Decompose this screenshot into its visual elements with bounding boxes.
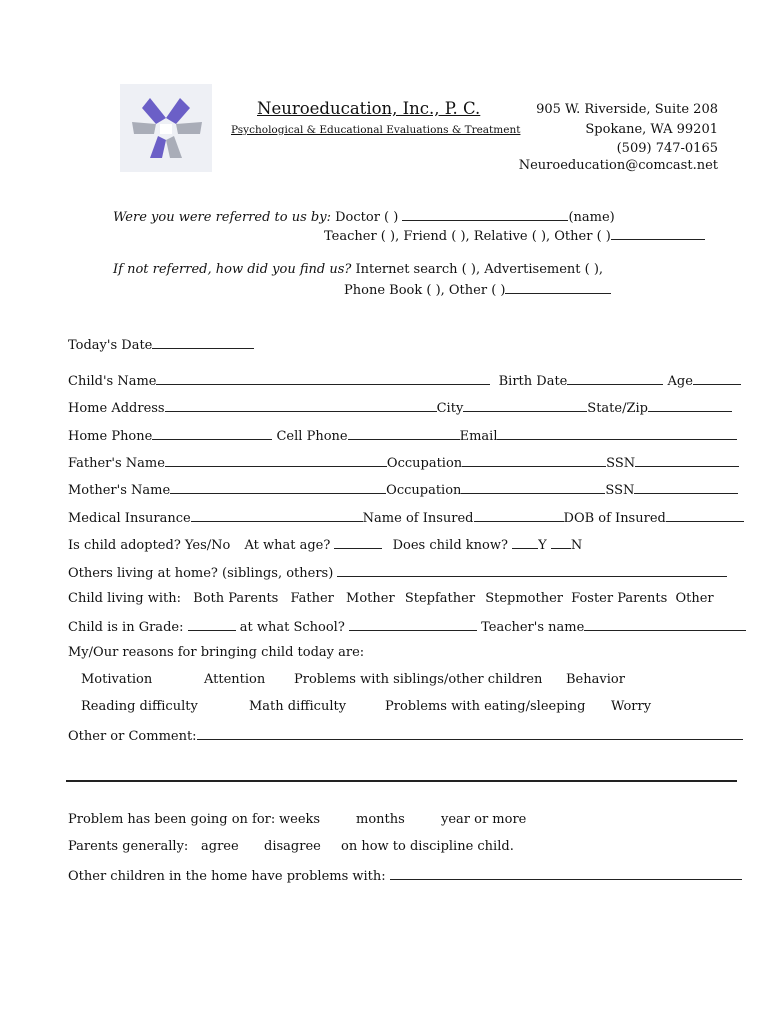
state-zip-line[interactable] xyxy=(648,399,732,412)
birth-date-label: Birth Date xyxy=(498,374,568,389)
other-comment-line[interactable] xyxy=(197,727,743,740)
state-zip-label: State/Zip xyxy=(587,401,648,416)
company-name: Neuroeducation, Inc., P. C. xyxy=(257,99,481,118)
fathers-name-line[interactable] xyxy=(165,454,387,467)
living-with-row xyxy=(68,591,714,606)
city-label: City xyxy=(436,401,464,416)
grade-row xyxy=(68,618,746,635)
mother-occupation-label: Occupation xyxy=(386,483,462,498)
parents-disagree[interactable]: disagree xyxy=(264,839,321,854)
home-address-line[interactable] xyxy=(165,399,437,412)
grade-label: Child is in Grade: xyxy=(68,620,184,635)
adopted-row xyxy=(68,536,582,553)
duration-months[interactable]: months xyxy=(356,812,405,827)
referral-other-line[interactable] xyxy=(611,227,705,240)
living-with-label: Child living with: xyxy=(68,591,181,606)
living-foster-parents[interactable]: Foster Parents xyxy=(571,591,668,606)
referral-label: Were you were referred to us by: xyxy=(113,210,331,225)
others-living-label: Others living at home? (siblings, others) xyxy=(68,566,334,581)
other-children-line[interactable] xyxy=(390,867,742,880)
todays-date-label: Today's Date xyxy=(68,338,153,353)
doctor-name-line[interactable] xyxy=(402,208,568,221)
father-row xyxy=(68,454,739,471)
reasons-heading: My/Our reasons for bringing child today are: xyxy=(68,645,365,660)
no-option[interactable]: N xyxy=(570,538,583,553)
yes-option[interactable]: Y xyxy=(538,538,547,553)
childs-name-line[interactable] xyxy=(156,372,490,385)
other-comment-row xyxy=(68,727,743,744)
todays-date-row xyxy=(68,336,254,353)
adopted-label[interactable]: Is child adopted? Yes/No xyxy=(68,538,231,553)
find-us-other-line[interactable] xyxy=(505,281,611,294)
company-logo xyxy=(120,84,212,172)
fathers-name-label: Father's Name xyxy=(68,456,165,471)
medical-insurance-line[interactable] xyxy=(191,509,363,522)
living-other[interactable]: Other xyxy=(675,591,714,606)
city-line[interactable] xyxy=(463,399,587,412)
teacher-label: Teacher's name xyxy=(481,620,585,635)
cell-phone-label: Cell Phone xyxy=(276,429,348,444)
find-us-options[interactable]: Internet search ( ), Advertisement ( ), xyxy=(355,262,604,277)
referral-doctor[interactable]: Doctor ( ) xyxy=(335,210,399,225)
home-phone-line[interactable] xyxy=(152,427,272,440)
birth-date-line[interactable] xyxy=(567,372,663,385)
school-label: at what School? xyxy=(239,620,345,635)
grade-line[interactable] xyxy=(188,618,236,631)
duration-weeks[interactable]: weeks xyxy=(279,812,321,827)
email-address: Neuroeducation@comcast.net xyxy=(518,158,718,173)
other-children-label: Other children in the home have problems with: xyxy=(68,869,386,884)
company-tagline: Psychological & Educational Evaluations & Treatment xyxy=(231,124,521,136)
referral-options-text[interactable]: Teacher ( ), Friend ( ), Relative ( ), Other ( ) xyxy=(324,229,611,244)
problem-duration-row xyxy=(68,812,275,827)
mother-row xyxy=(68,481,738,498)
reason-eating-sleeping[interactable]: Problems with eating/sleeping xyxy=(385,699,586,714)
todays-date-line[interactable] xyxy=(152,336,254,349)
living-mother[interactable]: Mother xyxy=(346,591,395,606)
insurance-row xyxy=(68,509,744,526)
phone-row xyxy=(68,427,737,444)
referral-question xyxy=(113,208,615,225)
phone-number: (509) 747-0165 xyxy=(616,141,718,156)
living-both-parents[interactable]: Both Parents xyxy=(193,591,279,606)
address-line-2: Spokane, WA 99201 xyxy=(585,122,718,137)
parents-agree[interactable]: agree xyxy=(201,839,239,854)
duration-year-or-more[interactable]: year or more xyxy=(441,812,527,827)
address-line-1: 905 W. Riverside, Suite 208 xyxy=(536,102,718,117)
reason-reading[interactable]: Reading difficulty xyxy=(81,699,198,714)
childs-name-row xyxy=(68,372,741,389)
referral-name-tail: (name) xyxy=(568,210,615,225)
parents-row xyxy=(68,839,188,854)
medical-insurance-label: Medical Insurance xyxy=(68,511,191,526)
living-stepfather[interactable]: Stepfather xyxy=(404,591,476,606)
father-ssn-line[interactable] xyxy=(635,454,739,467)
parents-discipline-text: on how to discipline child. xyxy=(341,839,514,854)
email-line[interactable] xyxy=(497,427,737,440)
find-us-question xyxy=(113,262,603,277)
name-of-insured-label: Name of Insured xyxy=(362,511,474,526)
what-age-line[interactable] xyxy=(334,536,382,549)
problem-duration-label: Problem has been going on for: xyxy=(68,812,276,827)
what-age-label: At what age? xyxy=(244,538,331,553)
other-children-row xyxy=(68,867,742,884)
find-us-label: If not referred, how did you find us? xyxy=(113,262,352,277)
reason-math[interactable]: Math difficulty xyxy=(249,699,347,714)
parents-label: Parents generally: xyxy=(68,839,189,854)
teacher-line[interactable] xyxy=(584,618,746,631)
school-line[interactable] xyxy=(349,618,477,631)
living-stepmother[interactable]: Stepmother xyxy=(485,591,563,606)
star-logo-icon xyxy=(120,84,212,172)
father-occupation-label: Occupation xyxy=(386,456,463,471)
home-phone-label: Home Phone xyxy=(68,429,153,444)
reason-siblings[interactable]: Problems with siblings/other children xyxy=(294,672,543,687)
reason-behavior[interactable]: Behavior xyxy=(566,672,625,687)
yes-line[interactable] xyxy=(512,536,538,549)
others-living-line[interactable] xyxy=(337,564,727,577)
find-us-options-2-text[interactable]: Phone Book ( ), Other ( ) xyxy=(344,283,506,298)
mother-occupation-line[interactable] xyxy=(461,481,605,494)
dob-of-insured-line[interactable] xyxy=(666,509,744,522)
others-living-row xyxy=(68,564,727,581)
other-comment-label: Other or Comment: xyxy=(68,729,197,744)
home-address-label: Home Address xyxy=(68,401,165,416)
section-divider xyxy=(66,780,737,782)
no-line[interactable] xyxy=(551,536,571,549)
mother-ssn-label: SSN xyxy=(605,483,635,498)
find-us-options-2 xyxy=(344,281,611,298)
name-of-insured-line[interactable] xyxy=(474,509,564,522)
mother-ssn-line[interactable] xyxy=(634,481,738,494)
mothers-name-label: Mother's Name xyxy=(68,483,171,498)
cell-phone-line[interactable] xyxy=(348,427,460,440)
age-label: Age xyxy=(667,374,693,389)
reason-worry[interactable]: Worry xyxy=(611,699,652,714)
home-address-row xyxy=(68,399,732,416)
email-label: Email xyxy=(459,429,498,444)
referral-options xyxy=(324,227,705,244)
father-ssn-label: SSN xyxy=(606,456,636,471)
dob-of-insured-label: DOB of Insured xyxy=(563,511,666,526)
living-father[interactable]: Father xyxy=(290,591,334,606)
father-occupation-line[interactable] xyxy=(462,454,606,467)
childs-name-label: Child's Name xyxy=(68,374,157,389)
age-line[interactable] xyxy=(693,372,741,385)
does-know-label: Does child know? xyxy=(392,538,508,553)
mothers-name-line[interactable] xyxy=(170,481,386,494)
reason-attention[interactable]: Attention xyxy=(204,672,266,687)
reason-motivation[interactable]: Motivation xyxy=(81,672,153,687)
